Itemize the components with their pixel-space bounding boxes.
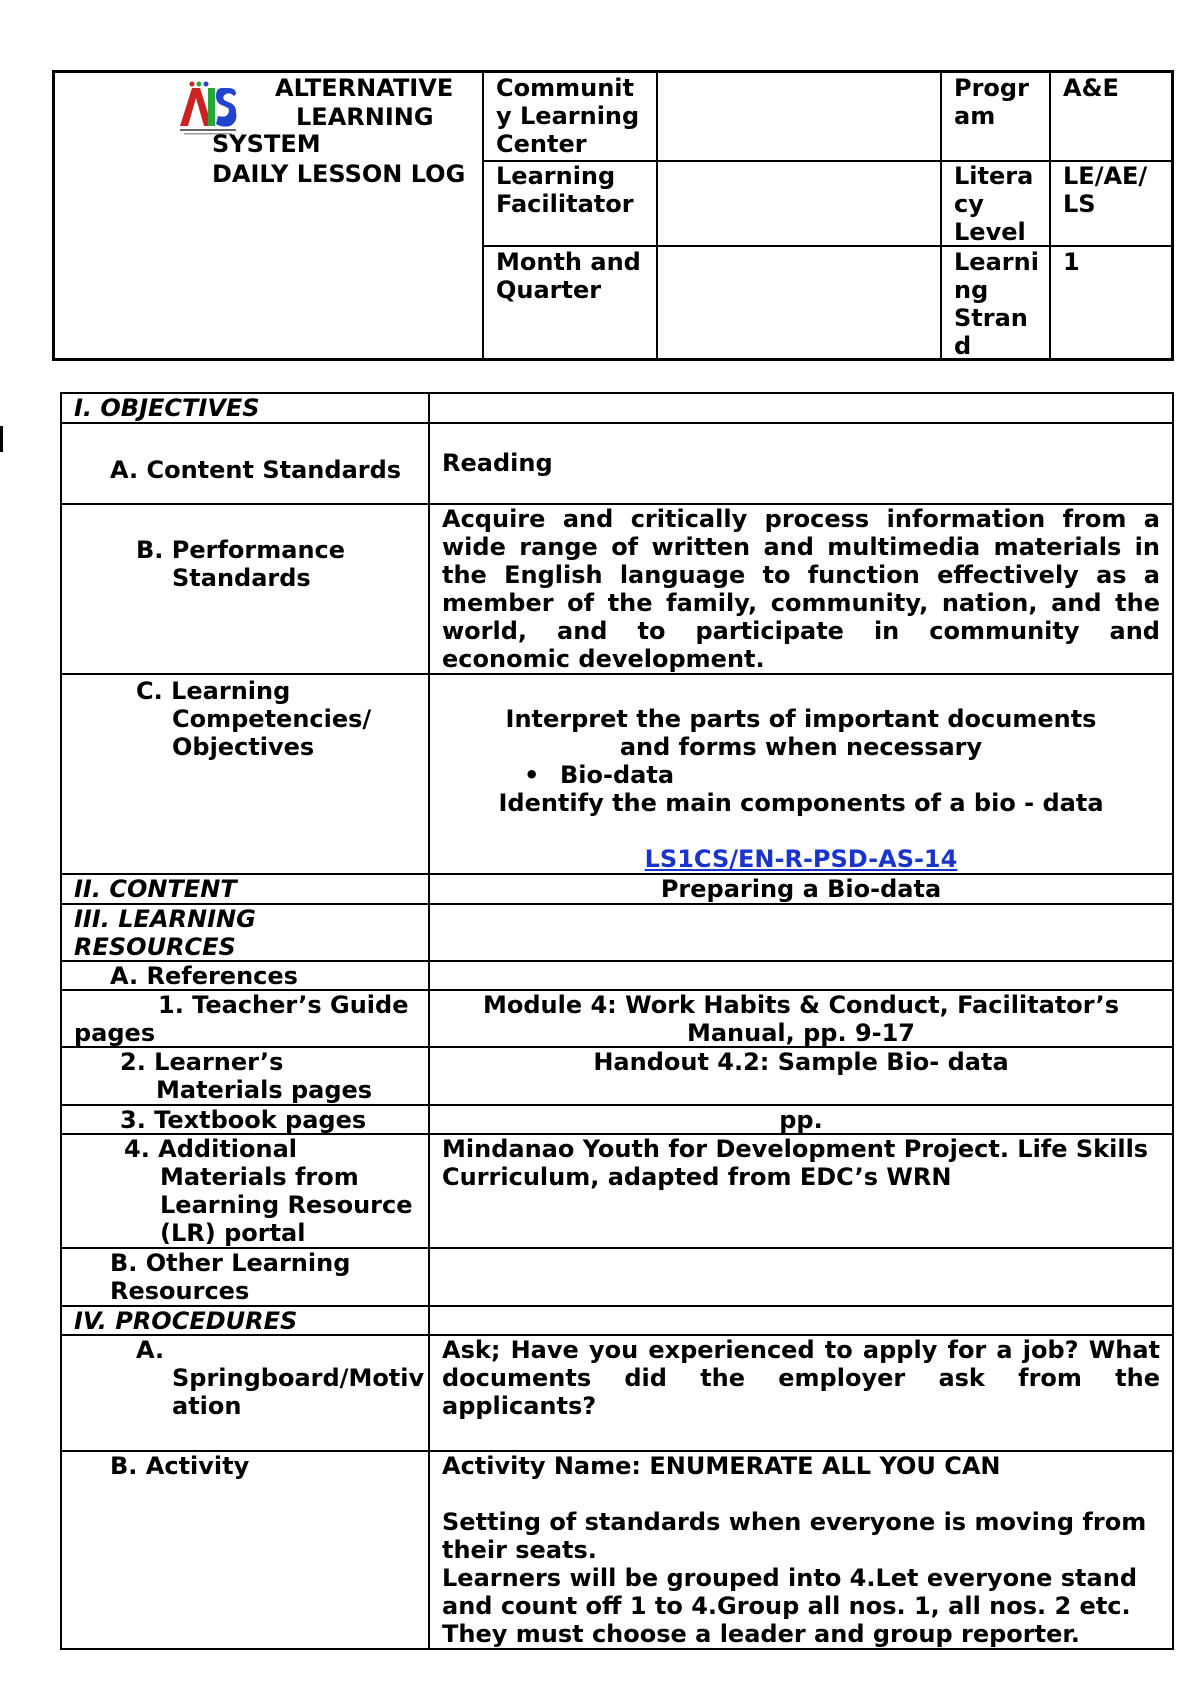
textbook-label: 3. Textbook pages (120, 1106, 367, 1134)
textbook-value: pp. (779, 1106, 823, 1134)
content-standards-label: A. Content Standards (110, 456, 402, 484)
performance-standards-value: Acquire and critically process information from a wide range of written and multimedia materials in the English language to function effectively as a member of the family, community, nation, and the world, and to participate in community and economic development. (442, 505, 1160, 673)
competencies-label: C. Learning Competencies/ Objectives (136, 677, 372, 761)
learners-materials-label: 2. Learner’s Materials pages (120, 1048, 373, 1104)
resources-label: III. LEARNING RESOURCES (74, 905, 256, 961)
activity-paragraph-2: Learners will be grouped into 4.Let everyone stand and count off 1 to 4.Group all nos. 1, all nos. 2 etc. They must choose a leader and group reporter. (442, 1564, 1137, 1648)
daily-lesson-log-title: DAILY LESSON LOG (212, 160, 466, 188)
springboard-label: A. Springboard/Motiv ation (136, 1336, 425, 1420)
als-title-line2: LEARNING (296, 103, 434, 131)
activity-paragraph-1: Setting of standards when everyone is moving from their seats. (442, 1508, 1147, 1564)
als-title-line1: ALTERNATIVE (275, 74, 454, 102)
activity-label: B. Activity (110, 1452, 250, 1480)
program-value: A&E (1063, 74, 1119, 102)
activity-name: Activity Name: ENUMERATE ALL YOU CAN (442, 1452, 1001, 1480)
program-label: Progr am (954, 74, 1029, 130)
facilitator-label: Learning Facilitator (496, 162, 634, 218)
competencies-line2: Identify the main components of a bio - data (498, 789, 1104, 817)
teachers-guide-value: Module 4: Work Habits & Conduct, Facilitator’s Manual, pp. 9-17 (482, 991, 1120, 1047)
literacy-value: LE/AE/ LS (1063, 162, 1148, 218)
strand-value: 1 (1063, 248, 1080, 276)
objectives-label: I. OBJECTIVES (74, 394, 260, 422)
als-title-line3: SYSTEM (212, 130, 321, 158)
clc-label: Communit y Learning Center (496, 74, 640, 158)
literacy-label: Litera cy Level (954, 162, 1034, 246)
month-label: Month and Quarter (496, 248, 641, 304)
other-resources-label: B. Other Learning Resources (110, 1249, 351, 1305)
competency-code-link[interactable]: LS1CS/EN-R-PSD-AS-14 (644, 845, 958, 873)
competencies-line1: Interpret the parts of important documents and forms when necessary (505, 705, 1097, 761)
als-logo-icon (178, 80, 238, 136)
strand-label: Learni ng Stran d (954, 248, 1039, 360)
content-standards-value: Reading (442, 449, 553, 477)
margin-mark (0, 426, 3, 452)
additional-materials-label: 4. Additional Materials from Learning Resource (LR) portal (124, 1135, 413, 1247)
additional-materials-value: Mindanao Youth for Development Project. Life Skills Curriculum, adapted from EDC’s WRN (442, 1135, 1149, 1191)
bullet-icon: • (524, 761, 540, 789)
learners-materials-value: Handout 4.2: Sample Bio- data (593, 1048, 1009, 1076)
springboard-value: Ask; Have you experienced to apply for a job? What documents did the employer ask from the applicants? (442, 1336, 1160, 1420)
competencies-bullet-item (524, 761, 674, 789)
references-label: A. References (110, 962, 298, 990)
content-label: II. CONTENT (74, 875, 237, 903)
teachers-guide-label: 1. Teacher’s Guide pages (74, 991, 409, 1047)
content-value: Preparing a Bio-data (660, 875, 942, 903)
procedures-label: IV. PROCEDURES (74, 1307, 298, 1335)
competencies-bullet-text: Bio-data (560, 761, 675, 789)
performance-standards-label: B. Performance Standards (136, 536, 346, 592)
